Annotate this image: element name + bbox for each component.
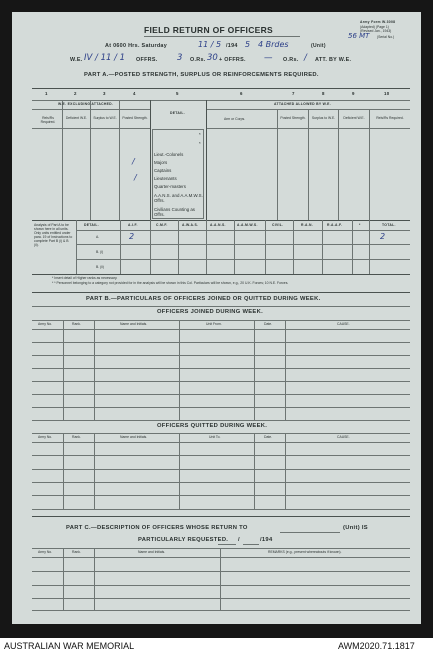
part-a-title: PART A.—POSTED STRENGTH, SURPLUS OR REINFORCEMENTS REQUIRED. xyxy=(84,72,319,78)
form-ref-line1: Army Form W.3008 xyxy=(360,20,396,24)
rank-lieutenants: Lieutenants xyxy=(154,176,177,181)
analysis-row-a: A. xyxy=(96,235,100,239)
analysis-head-aif: A.I.F. xyxy=(128,223,138,227)
part-c-unit-blank xyxy=(280,532,340,533)
offrs-handwritten: 3 xyxy=(177,53,183,63)
head-posted-left: Posted Strength. xyxy=(122,116,148,120)
quitted-divider-5 xyxy=(285,433,286,509)
part-c-row-rule xyxy=(32,610,410,611)
analysis-head-star: * xyxy=(359,223,361,227)
joined-title: OFFICERS JOINED DURING WEEK. xyxy=(157,309,263,315)
year-prefix: /194 xyxy=(226,43,238,49)
col-number-rule xyxy=(32,100,410,101)
group-left-rule xyxy=(32,109,150,110)
quitted-divider-3 xyxy=(179,433,180,509)
joined-divider-3 xyxy=(179,320,180,420)
joined-head-rule xyxy=(32,329,410,330)
joined-head-date: Date. xyxy=(264,322,273,326)
analysis-divider-6 xyxy=(265,220,266,274)
footnote-2: * * Personnel belonging to a category not provided for in the analysis will be shown in this Col. Particulars will be shown, e.g., 20 U.K. Forces; 10 N.E. Forces. xyxy=(52,281,289,285)
analysis-head-civil: CIVIL. xyxy=(272,223,284,227)
col-divider-4 xyxy=(150,100,151,220)
posted-mark-majors: / xyxy=(132,157,135,166)
analysis-bottom-rule xyxy=(32,274,410,275)
analysis-row-rule-2 xyxy=(76,259,410,260)
part-c-table-top xyxy=(32,548,410,549)
analysis-aif-handwritten: 2 xyxy=(129,232,135,241)
analysis-head-awas: A.W.A.S. xyxy=(182,223,199,227)
joined-divider-2 xyxy=(94,320,95,420)
analysis-total-handwritten: 2 xyxy=(380,232,386,241)
analysis-note: Analysis of Part A to be shown here in all units. Only units entitled under para. 19 of Instructions to complete Part B (i) & B (ii). xyxy=(34,223,73,248)
col-divider-1 xyxy=(62,100,63,220)
head-posted-right: Posted Strength. xyxy=(280,116,306,120)
joined-row-rule xyxy=(32,394,410,395)
col-divider-7 xyxy=(308,109,309,220)
part-b-title-rule xyxy=(32,306,410,307)
rank-quartermasters: Quarter-masters xyxy=(154,184,186,189)
form-ref-line2: (Adapted) (Page 1) xyxy=(360,24,389,29)
analysis-divider-3 xyxy=(178,220,179,274)
part-c-day-blank xyxy=(218,544,236,545)
offrs-label: OFFRS. xyxy=(136,57,158,63)
we-label: W.E. xyxy=(70,57,83,63)
joined-head-cause: CAUSE. xyxy=(337,322,350,326)
plus-offrs-label: + OFFRS. xyxy=(219,57,246,63)
star-marker-1: * xyxy=(199,132,201,137)
analysis-row-rule-1 xyxy=(76,244,410,245)
date-handwritten: 11 / 5 xyxy=(198,40,222,49)
year-handwritten: 5 xyxy=(245,40,251,49)
footnote-1: * Insert detail of Higher ranks as necessary. xyxy=(52,276,118,280)
part-c-date-slash: / xyxy=(238,537,240,543)
part-c-table xyxy=(32,548,410,610)
part-c-head-rank: Rank. xyxy=(72,550,81,554)
quitted-row-rule xyxy=(32,495,410,496)
analysis-head-aamws: A.A.M.W.S. xyxy=(237,223,258,227)
quitted-head-unit-to: Unit To. xyxy=(209,435,221,439)
head-arm-corps: Arm or Corps. xyxy=(224,117,246,121)
col-number-10: 10 xyxy=(384,91,390,96)
head-rels-required-left: Rels/Rs Required. xyxy=(40,116,56,125)
analysis-head-raaf: R.A.A.F. xyxy=(327,223,343,227)
analysis-divider-10 xyxy=(369,220,370,274)
footer-accession-number: AWM2020.71.1817 xyxy=(338,641,415,651)
quitted-divider-2 xyxy=(94,433,95,509)
form-sheet xyxy=(12,12,421,624)
part-c-head-rule xyxy=(32,557,410,558)
quitted-row-rule xyxy=(32,469,410,470)
serial-label: (Serial No.) xyxy=(377,35,395,39)
joined-top-rule xyxy=(32,320,410,321)
detail-heading: DETAIL. xyxy=(170,111,186,115)
analysis-divider-2 xyxy=(150,220,151,274)
part-c-divider-2 xyxy=(94,548,95,610)
part-c-month-blank xyxy=(243,544,259,545)
part-b-top-rule xyxy=(32,292,410,293)
col-divider-3 xyxy=(119,100,120,220)
quitted-head-cause: CAUSE. xyxy=(337,435,350,439)
analysis-head-total: TOTAL. xyxy=(382,223,396,227)
head-surplus-left: Surplus to W.E. xyxy=(93,116,117,120)
col-divider-6 xyxy=(277,109,278,220)
left-head-rule xyxy=(32,128,150,129)
quitted-head-army-no: Army No. xyxy=(38,435,53,439)
col-number-2: 2 xyxy=(74,91,77,96)
joined-head-rank: Rank. xyxy=(72,322,81,326)
posted-mark-lieutenants: / xyxy=(134,173,137,182)
col-divider-8 xyxy=(338,109,339,220)
joined-head-name: Name and Initials. xyxy=(120,322,148,326)
col-number-9: 9 xyxy=(352,91,355,96)
quitted-head-name: Name and Initials. xyxy=(120,435,148,439)
we-handwritten: IV / 11 / 1 xyxy=(84,53,126,63)
ors-handwritten: 30 xyxy=(207,53,218,63)
quitted-title: OFFICERS QUITTED DURING WEEK. xyxy=(157,423,268,429)
quitted-table xyxy=(32,433,410,509)
form-title: FIELD RETURN OF OFFICERS xyxy=(144,25,274,35)
analysis-row-bii: B. (ii) xyxy=(96,265,104,269)
quitted-top-rule xyxy=(32,433,410,434)
analysis-head-cmf: C.M.F. xyxy=(156,223,168,227)
part-c-head-remarks: REMARKS (e.g., present whereabouts if known). xyxy=(268,550,342,554)
joined-row-rule xyxy=(32,342,410,343)
col-number-1: 1 xyxy=(45,91,48,96)
rank-majors: Majors xyxy=(154,160,168,165)
analysis-divider-1 xyxy=(120,220,121,274)
part-c-head-name: Name and Initials. xyxy=(138,550,166,554)
part-c-row-rule xyxy=(32,571,410,572)
part-c-head-army-no: Army No. xyxy=(38,550,53,554)
part-c-row-rule xyxy=(32,585,410,586)
quitted-head-rule xyxy=(32,442,410,443)
att-label: ATT. BY W.E. xyxy=(315,57,352,63)
rank-captains: Captains xyxy=(154,168,172,173)
col-number-4: 4 xyxy=(133,91,136,96)
rank-civilians: Civilians Counting as Offrs. xyxy=(154,207,195,218)
joined-head-unit-from: Unit From. xyxy=(206,322,222,326)
analysis-head-detail: DETAIL. xyxy=(84,223,100,227)
joined-row-rule xyxy=(32,420,410,421)
at-hours-label: At 0600 Hrs. Saturday xyxy=(105,43,168,49)
quitted-divider-1 xyxy=(63,433,64,509)
quitted-row-rule xyxy=(32,509,410,510)
analysis-divider-7 xyxy=(293,220,294,274)
part-c-divider-3 xyxy=(220,548,221,610)
unit-handwritten: 4 Brdes xyxy=(258,40,289,49)
part-c-top-rule xyxy=(32,516,410,517)
col-number-7: 7 xyxy=(292,91,295,96)
analysis-divider-5 xyxy=(234,220,235,274)
part-a-top-rule xyxy=(32,88,410,89)
col-number-5: 5 xyxy=(176,91,179,96)
quitted-divider-4 xyxy=(254,433,255,509)
joined-row-rule xyxy=(32,407,410,408)
joined-divider-1 xyxy=(63,320,64,420)
ors-label: O.Rs. xyxy=(190,57,206,63)
group-right-heading: ATTACHED ALLOWED BY W.E. xyxy=(274,102,331,106)
joined-row-rule xyxy=(32,381,410,382)
joined-divider-4 xyxy=(254,320,255,420)
analysis-head-ran: R.A.N. xyxy=(301,223,313,227)
head-surplus-right: Surplus to W.E. xyxy=(311,116,336,120)
quitted-row-rule xyxy=(32,482,410,483)
col-divider-5 xyxy=(206,100,207,220)
analysis-divider-4 xyxy=(206,220,207,274)
joined-row-rule xyxy=(32,368,410,369)
part-c-title: PART C.—DESCRIPTION OF OFFICERS WHOSE RETURN TO xyxy=(66,525,248,531)
quitted-row-rule xyxy=(32,455,410,456)
star-marker-2: * xyxy=(199,141,201,146)
analysis-divider-8 xyxy=(322,220,323,274)
analysis-row-bi: B. (i) xyxy=(96,250,104,254)
col-divider-2 xyxy=(90,100,91,220)
ranks-box xyxy=(152,129,204,219)
analysis-head-aans: A.A.N.S. xyxy=(210,223,226,227)
part-c-title2: PARTICULARLY REQUESTED. xyxy=(138,537,229,543)
joined-head-army-no: Army No. xyxy=(38,322,53,326)
part-c-year: /194 xyxy=(260,537,273,543)
analysis-divider-0 xyxy=(76,220,77,274)
joined-divider-5 xyxy=(285,320,286,420)
rank-aans: A.A.N.S. and A.A.M.W.S. Offrs. xyxy=(154,193,203,204)
ors2-handwritten: / xyxy=(304,53,307,63)
serial-number-handwritten: 56 MT xyxy=(348,32,370,40)
analysis-divider-9 xyxy=(352,220,353,274)
analysis-head-rule xyxy=(76,230,410,231)
head-deficient-right: Deficient W.E. xyxy=(343,116,365,120)
plus-offrs-handwritten: — xyxy=(264,53,273,63)
part-c-divider-1 xyxy=(63,548,64,610)
archive-footer xyxy=(0,638,433,653)
rank-lieut-colonels: Lieut.-Colonels xyxy=(154,152,184,157)
col-divider-9 xyxy=(369,109,370,220)
part-a-main-bottom xyxy=(32,220,410,221)
group-left-heading: W.E. EXCLUDING ATTACHED. xyxy=(58,102,114,106)
quitted-head-rank: Rank. xyxy=(72,435,81,439)
form-ref-line3: (Revised Jan., 1943) xyxy=(360,29,392,33)
head-rels-required-right: Rels/Rs Required. xyxy=(376,116,404,120)
col-number-3: 3 xyxy=(103,91,106,96)
part-c-unit-label: (Unit) IS xyxy=(343,525,368,531)
part-c-row-rule xyxy=(32,598,410,599)
title-underline xyxy=(144,36,300,37)
ors2-label: O.Rs. xyxy=(283,57,299,63)
col-number-8: 8 xyxy=(322,91,325,96)
col-number-6: 6 xyxy=(240,91,243,96)
footer-institution: AUSTRALIAN WAR MEMORIAL xyxy=(4,641,135,651)
head-deficient-left: Deficient W.E. xyxy=(65,116,88,120)
unit-label: (Unit) xyxy=(311,43,326,49)
part-b-title: PART B.—PARTICULARS OF OFFICERS JOINED OR QUITTED DURING WEEK. xyxy=(86,296,321,302)
quitted-head-date: Date. xyxy=(264,435,273,439)
joined-row-rule xyxy=(32,355,410,356)
joined-table xyxy=(32,320,410,420)
